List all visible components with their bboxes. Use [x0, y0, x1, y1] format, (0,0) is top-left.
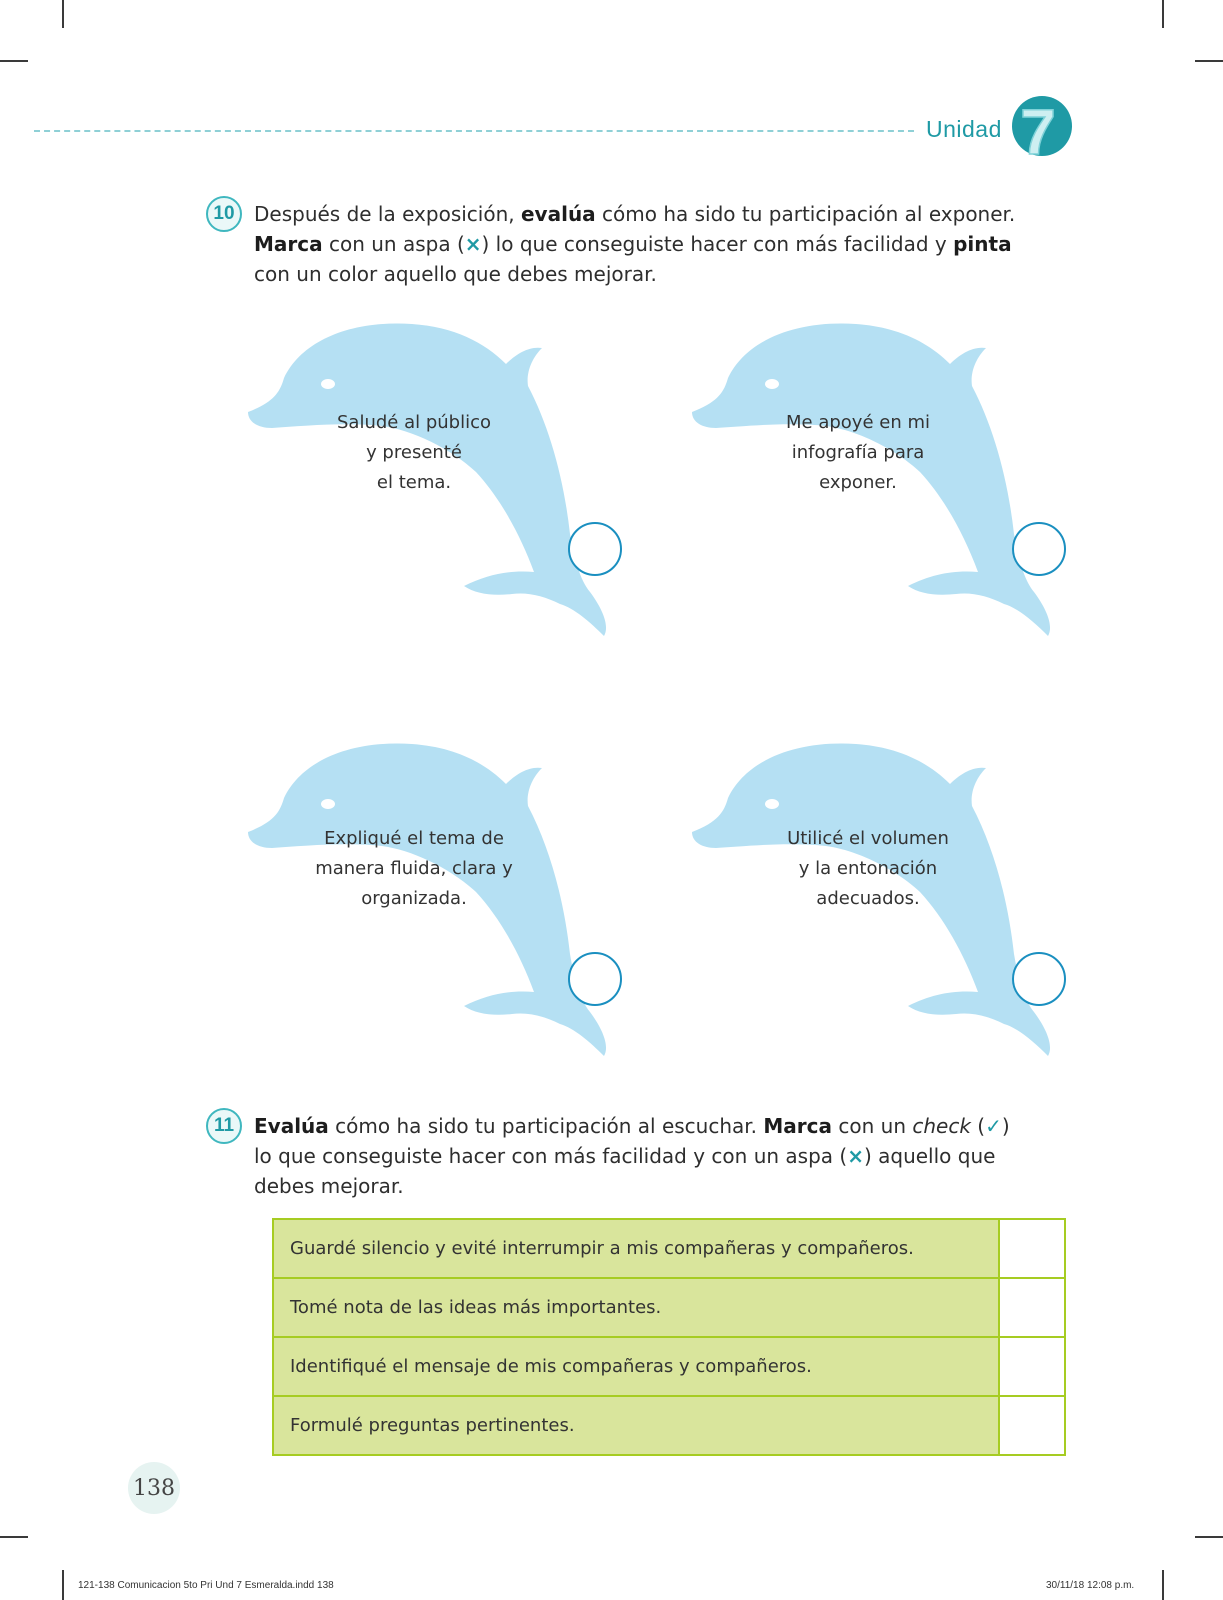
check-icon: ✓: [985, 1114, 1002, 1138]
dolphin-card: [244, 740, 644, 1070]
dolphin-label: Me apoyé en mi infografía para exponer.: [786, 412, 930, 493]
crop-mark: [1162, 0, 1164, 28]
table-row: [273, 1337, 1065, 1396]
checklist-checkbox[interactable]: [999, 1278, 1065, 1337]
question-10-text: [254, 199, 1054, 289]
x-mark-icon: ×: [464, 232, 482, 256]
question-11-line-3: debes mejorar.: [254, 1174, 404, 1198]
question-11-text: [254, 1111, 1054, 1201]
unit-number: 7: [1020, 96, 1056, 168]
crop-mark: [1162, 1570, 1164, 1600]
unit-label: Unidad: [926, 116, 1002, 142]
page-number: 138: [128, 1462, 180, 1514]
crop-mark: [62, 0, 64, 28]
question-number: 11: [206, 1108, 242, 1144]
dolphin-label: Utilicé el volumen y la entonación adecuados.: [787, 828, 949, 909]
crop-mark: [0, 60, 28, 62]
crop-mark: [62, 1570, 64, 1600]
answer-circle[interactable]: [1012, 952, 1066, 1006]
dolphin-label: Saludé al público y presenté el tema.: [336, 412, 491, 493]
dolphin-label: Expliqué el tema de manera fluida, clara y organizada.: [315, 828, 513, 909]
checklist-item: Identifiqué el mensaje de mis compañeras y compañeros.: [273, 1337, 999, 1396]
unit-badge: [1008, 92, 1072, 172]
table-row: [273, 1278, 1065, 1337]
answer-circle[interactable]: [1012, 522, 1066, 576]
x-mark-icon: ×: [847, 1144, 864, 1168]
header-divider: [34, 130, 914, 132]
question-10-line-2: Marca con un aspa (×) lo que conseguiste hacer con más facilidad y pinta: [254, 232, 1012, 256]
dolphin-card: [244, 320, 644, 650]
checklist-checkbox[interactable]: [999, 1396, 1065, 1455]
footer-timestamp: 30/11/18 12:08 p.m.: [1046, 1580, 1135, 1591]
question-10-line-3: con un color aquello que debes mejorar.: [254, 262, 657, 286]
question-11-line-1: Evalúa cómo ha sido tu participación al escuchar. Marca con un check (✓): [254, 1114, 1010, 1138]
listening-checklist: [272, 1218, 1066, 1456]
crop-mark: [1195, 60, 1223, 62]
answer-circle[interactable]: [568, 522, 622, 576]
checklist-checkbox[interactable]: [999, 1337, 1065, 1396]
crop-mark: [0, 1536, 28, 1538]
dolphin-card: [688, 320, 1088, 650]
checklist-checkbox[interactable]: [999, 1219, 1065, 1278]
table-row: [273, 1219, 1065, 1278]
crop-mark: [1195, 1536, 1223, 1538]
table-row: [273, 1396, 1065, 1455]
checklist-item: Formulé preguntas pertinentes.: [273, 1396, 999, 1455]
footer-file-info: 121-138 Comunicacion 5to Pri Und 7 Esmeralda.indd 138: [78, 1580, 334, 1591]
question-11-line-2: lo que conseguiste hacer con más facilidad y con un aspa (×) aquello que: [254, 1144, 996, 1168]
question-number: 10: [206, 196, 242, 232]
checklist-item: Tomé nota de las ideas más importantes.: [273, 1278, 999, 1337]
checklist-item: Guardé silencio y evité interrumpir a mis compañeras y compañeros.: [273, 1219, 999, 1278]
answer-circle[interactable]: [568, 952, 622, 1006]
dolphin-card: [688, 740, 1088, 1070]
question-10-line-1: Después de la exposición, evalúa cómo ha sido tu participación al exponer.: [254, 202, 1016, 226]
